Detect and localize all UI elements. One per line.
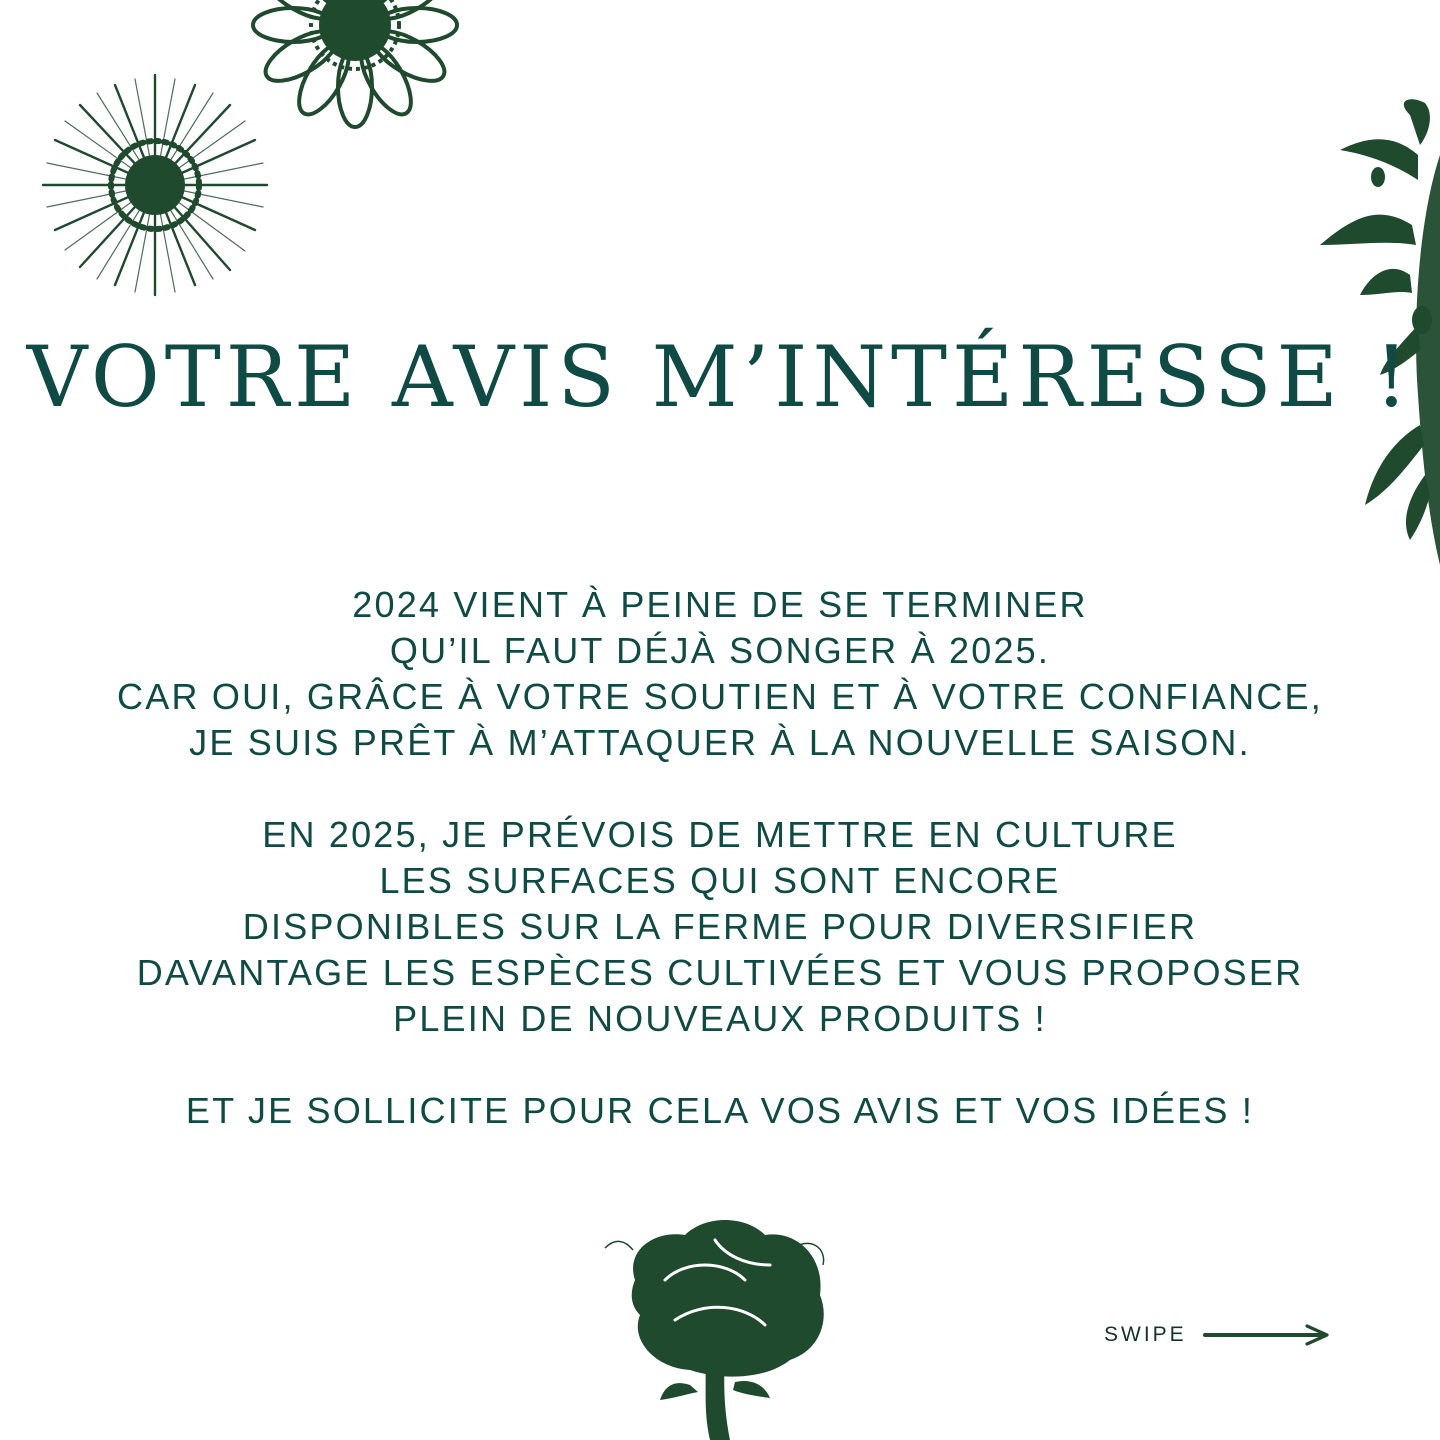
body-text xyxy=(40,582,1400,1134)
text-line: DISPONIBLES SUR LA FERME POUR DIVERSIFIER xyxy=(242,906,1198,947)
text-line: PLEIN DE NOUVEAUX PRODUITS ! xyxy=(393,998,1047,1039)
swipe-label: SWIPE xyxy=(1104,1323,1187,1346)
flower-top-center-icon xyxy=(230,0,480,130)
text-line: CAR OUI, GRÂCE À VOTRE SOUTIEN ET À VOTRE CONFIANCE, xyxy=(117,676,1323,717)
text-line: LES SURFACES QUI SONT ENCORE xyxy=(379,860,1061,901)
text-line: ET JE SOLLICITE POUR CELA VOS AVIS ET VOS IDÉES ! xyxy=(185,1090,1255,1131)
arrow-right-icon xyxy=(1203,1324,1331,1346)
text-line: DAVANTAGE LES ESPÈCES CULTIVÉES ET VOUS PROPOSER xyxy=(136,952,1304,993)
page-title: VOTRE AVIS M’INTÉRESSE ! xyxy=(26,328,1414,426)
text-line: QU’IL FAUT DÉJÀ SONGER À 2025. xyxy=(389,630,1051,671)
paragraph xyxy=(40,1088,1400,1134)
text-line: 2024 VIENT À PEINE DE SE TERMINER xyxy=(352,584,1088,625)
rose-bottom-icon xyxy=(595,1210,845,1440)
paragraph xyxy=(40,812,1400,1042)
paragraph xyxy=(40,582,1400,766)
swipe-hint[interactable] xyxy=(1104,1323,1331,1347)
text-line: EN 2025, JE PRÉVOIS DE METTRE EN CULTURE xyxy=(262,814,1178,855)
text-line: JE SUIS PRÊT À M’ATTAQUER À LA NOUVELLE SAISON. xyxy=(189,722,1251,763)
